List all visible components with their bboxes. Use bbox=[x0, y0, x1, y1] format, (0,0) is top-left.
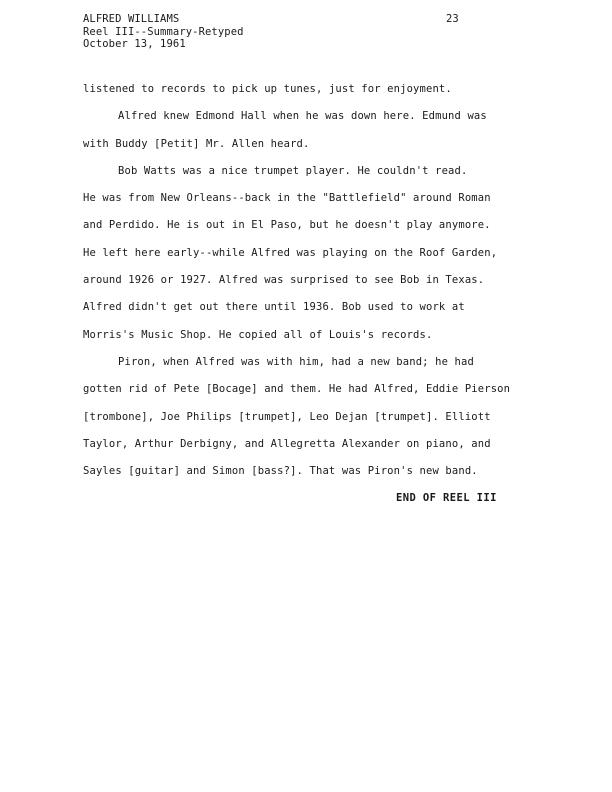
end-of-reel-label: END OF REEL III bbox=[396, 492, 497, 504]
body-line: listened to records to pick up tunes, just for enjoyment. bbox=[83, 83, 452, 95]
page-number: 23 bbox=[446, 13, 459, 25]
body-line: Alfred didn't get out there until 1936. Bob used to work at bbox=[83, 301, 465, 314]
body-line: gotten rid of Pete [Bocage] and them. He had Alfred, Eddie Pierson bbox=[83, 383, 511, 396]
body-line: He left here early--while Alfred was playing on the Roof Garden, bbox=[83, 246, 498, 259]
body-line: Sayles [guitar] and Simon [bass?]. That was Piron's new band. bbox=[83, 465, 478, 478]
body-line: around 1926 or 1927. Alfred was surprised to see Bob in Texas. bbox=[83, 274, 485, 287]
summary-body bbox=[83, 80, 553, 489]
body-line: Taylor, Arthur Derbigny, and Allegretta Alexander on piano, and bbox=[83, 437, 491, 450]
body-line: Piron, when Alfred was with him, had a new band; he had bbox=[118, 355, 474, 368]
header-date: October 13, 1961 bbox=[83, 38, 186, 50]
body-line: Morris's Music Shop. He copied all of Louis's records. bbox=[83, 328, 433, 341]
body-line: Alfred knew Edmond Hall when he was down here. Edmund was bbox=[118, 110, 487, 123]
body-line: and Perdido. He is out in El Paso, but he doesn't play anymore. bbox=[83, 219, 491, 232]
body-line: He was from New Orleans--back in the "Battlefield" around Roman bbox=[83, 192, 491, 205]
document-header bbox=[83, 13, 244, 51]
header-interviewee-name: ALFRED WILLIAMS bbox=[83, 13, 180, 25]
header-reel-info: Reel III--Summary-Retyped bbox=[83, 25, 244, 38]
body-line: [trombone], Joe Philips [trumpet], Leo Dejan [trumpet]. Elliott bbox=[83, 410, 491, 423]
body-line: with Buddy [Petit] Mr. Allen heard. bbox=[83, 137, 310, 150]
body-line: Bob Watts was a nice trumpet player. He couldn't read. bbox=[118, 164, 468, 177]
